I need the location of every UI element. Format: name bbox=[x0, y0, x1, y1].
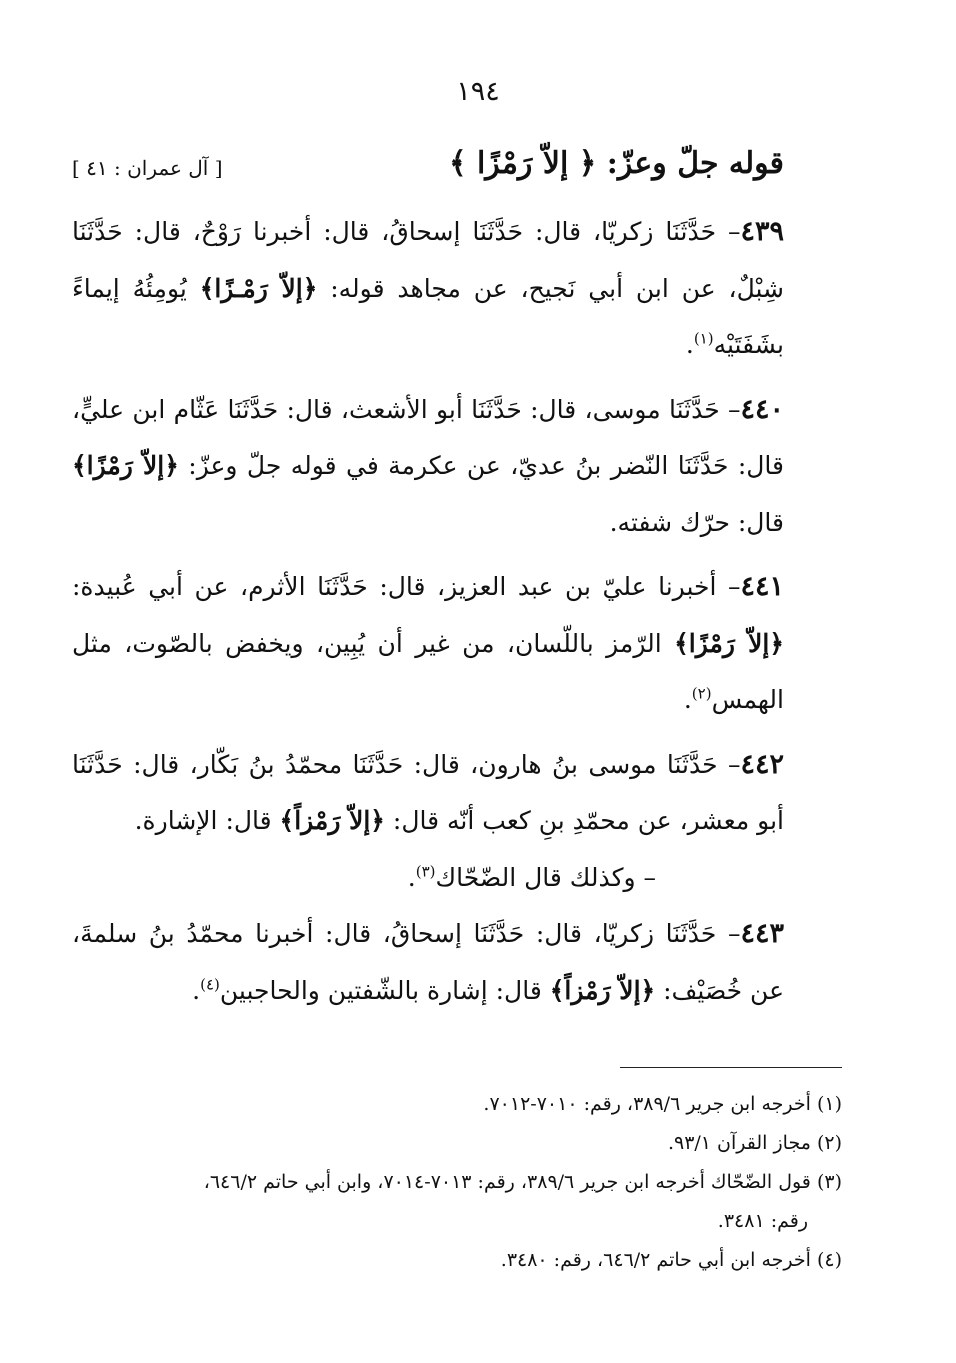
hadith-entry bbox=[72, 906, 784, 1019]
footnote-text: أخرجه ابن جرير ٣٨٩/٦، رقم: ٧٠١٠-٧٠١٢. bbox=[483, 1093, 817, 1115]
quranic-quote: ﴿إلاّ رَمْزاً﴾ bbox=[549, 975, 656, 1005]
verse-reference: [ آل عمران : ٤١ ] bbox=[72, 156, 223, 180]
footnote-marker[interactable]: (٤) bbox=[200, 975, 220, 994]
entry-end: . bbox=[407, 862, 416, 892]
entry-text: – أخبرنا عليّ بن عبد العزيز، قال: حَدَّثَنَا الأثرم، عن أبي عُبيدة: bbox=[72, 572, 741, 601]
entry-end: . bbox=[685, 330, 694, 359]
hadith-entry bbox=[72, 382, 784, 552]
hadith-subentry bbox=[72, 850, 784, 907]
hadith-entry bbox=[72, 559, 784, 729]
heading-title: قوله جلّ وعزّ: ﴿ إلاّ رَمْزًا ﴾ bbox=[448, 146, 784, 181]
entry-text: – حَدَّثَنَا موسى، قال: حَدَّثَنَا أبو الأشعث، قال: حَدَّثَنَا عَثّام ابن عليٍّ، قال: حَدَّثَنَا النّضر بنُ عديّ، عن عكرمة في قوله جلّ وعزّ: bbox=[72, 394, 784, 480]
quranic-quote: ﴿إلاّ رَمْزًا﴾ bbox=[674, 628, 784, 658]
footnote-text: مجاز القرآن ٩٣/١. bbox=[667, 1132, 817, 1154]
entry-number: ٤٤١ bbox=[740, 571, 784, 602]
entry-tail: قال: إشارة بالشّفتين والحاجبين bbox=[219, 975, 550, 1005]
quranic-quote: ﴿إلاّ رَمْـزًا﴾ bbox=[199, 273, 318, 303]
hadith-entry bbox=[72, 204, 784, 374]
entry-number: ٤٤٠ bbox=[740, 393, 784, 425]
footnote-marker[interactable]: (٣) bbox=[415, 862, 436, 881]
hadith-entry bbox=[72, 737, 784, 850]
footnote bbox=[72, 1163, 842, 1202]
entry-text: – حَدَّثَنَا موسى بنُ هارون، قال: حَدَّثَنَا محمّدُ بنُ بَكّار، قال: حَدَّثَنَا أبو معشر، عن محمّدِ بنِ كعب أنّه قال: bbox=[72, 749, 784, 835]
entry-number: ٤٣٩ bbox=[740, 216, 784, 247]
entry-end: . bbox=[683, 685, 692, 714]
footnote-number: (٣) bbox=[816, 1171, 842, 1193]
quranic-quote: ﴿إلاّ رَمْزًا﴾ bbox=[72, 451, 179, 480]
hadith-entries bbox=[72, 204, 784, 1027]
quranic-quote: ﴿إلاّ رَمْزاً﴾ bbox=[279, 806, 385, 835]
entry-number: ٤٤٢ bbox=[740, 748, 784, 780]
footnote-number: (٢) bbox=[816, 1132, 842, 1154]
entry-number: ٤٤٣ bbox=[740, 918, 784, 949]
footnote-divider bbox=[620, 1067, 842, 1068]
footnote-marker[interactable]: (٢) bbox=[691, 684, 712, 703]
entry-tail: يُومِئُهُ إيماءً بشَفَتَيْه bbox=[72, 273, 784, 359]
footnote-text: قول الضّحّاك أخرجه ابن جرير ٣٨٩/٦، رقم: ٧٠١٣-٧٠١٤، وابن أبي حاتم ٦٤٦/٢، bbox=[203, 1171, 817, 1193]
entry-tail: قال: الإشارة. bbox=[134, 806, 280, 835]
footnote-number: (١) bbox=[816, 1093, 842, 1115]
footnote bbox=[72, 1241, 842, 1280]
entry-text: – حَدَّثَنَا زكريّا، قال: حَدَّثَنَا إسحاقُ، قال: أخبرنا محمّدُ بنُ سلمةَ، عن خُصَيْف: bbox=[72, 919, 784, 1005]
footnote-continuation: رقم: ٣٤٨١. bbox=[717, 1210, 808, 1232]
entry-text: – حَدَّثَنَا زكريّا، قال: حَدَّثَنَا إسحاقُ، قال: أخبرنا رَوْحٌ، قال: حَدَّثَنَا شِبْلٌ، عن ابن أبي نَجيح، عن مجاهد قوله: bbox=[72, 217, 785, 303]
subentry-text: – وكذلك قال الضّحّاك bbox=[435, 862, 656, 892]
footnotes bbox=[72, 1085, 842, 1280]
footnote-number: (٤) bbox=[816, 1249, 842, 1271]
entry-tail: الرّمز باللّسان، من غير أن يُبِين، ويخفض بالصّوت، مثل الهمس bbox=[72, 628, 784, 714]
footnote-marker[interactable]: (١) bbox=[693, 329, 714, 348]
footnote-text: أخرجه ابن أبي حاتم ٦٤٦/٢، رقم: ٣٤٨٠. bbox=[500, 1249, 817, 1271]
page-number: ١٩٤ bbox=[456, 76, 500, 107]
footnote bbox=[72, 1085, 842, 1124]
footnote bbox=[72, 1124, 842, 1163]
entry-tail: قال: حرّك شفته. bbox=[609, 507, 784, 537]
section-heading bbox=[72, 146, 784, 192]
entry-end: . bbox=[192, 975, 201, 1005]
